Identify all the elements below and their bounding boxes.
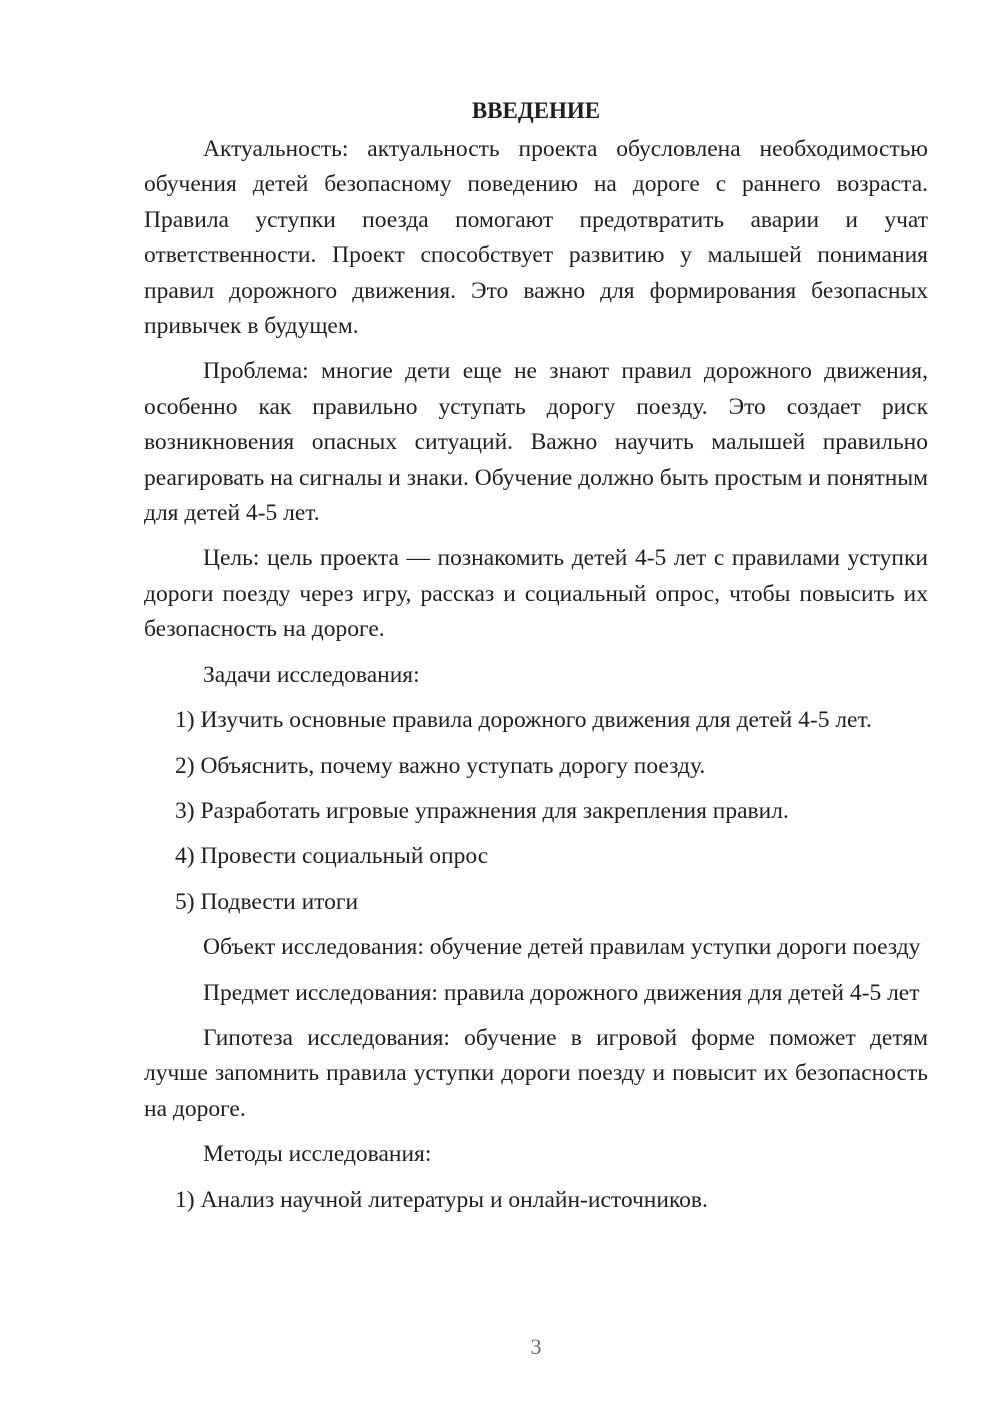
method-item: 1) Анализ научной литературы и онлайн-источников.	[175, 1186, 708, 1213]
object-paragraph: Объект исследования: обучение детей правилам уступки дороги поезду	[203, 934, 921, 961]
subject-paragraph: Предмет исследования: правила дорожного движения для детей 4-5 лет	[203, 979, 920, 1006]
tasks-list	[144, 703, 928, 920]
task-item: 4) Провести социальный опрос	[175, 843, 489, 870]
methods-list	[144, 1183, 928, 1218]
task-item: 2) Объяснить, почему важно уступать дорогу поезду.	[175, 752, 706, 779]
tasks-heading: Задачи исследования:	[203, 661, 420, 688]
methods-heading: Методы исследования:	[203, 1141, 432, 1168]
problem-paragraph: Проблема: многие дети еще не знают правил дорожного движения, особенно как правильно уступать дорогу поезду. Это создает риск возникновения опасных ситуаций. Важно научить малышей правильно реагировать на сигналы и знаки. Обучение должно быть простым и понятным для детей 4-5 лет.	[144, 358, 928, 527]
task-item: 1) Изучить основные правила дорожного движения для детей 4-5 лет.	[175, 707, 872, 734]
task-item: 5) Подвести итоги	[175, 888, 359, 915]
hypothesis-paragraph: Гипотеза исследования: обучение в игровой форме поможет детям лучше запомнить правила уступки дороги поезду и повысит их безопасность на дороге.	[144, 1024, 928, 1122]
relevance-paragraph: Актуальность: актуальность проекта обусловлена необходимостью обучения детей безопасному поведению на дороге с раннего возраста. Правила уступки поезда помогают предотвратить аварии и учат ответственности. Проект способствует развитию у малышей понимания правил дорожного движения. Это важно для формирования безопасных привычек в будущем.	[144, 136, 928, 340]
page-content	[144, 93, 928, 1228]
goal-paragraph: Цель: цель проекта — познакомить детей 4-5 лет с правилами уступки дороги поезду через игру, рассказ и социальный опрос, чтобы повысить их безопасность на дороге.	[144, 545, 928, 643]
task-item: 3) Разработать игровые упражнения для закрепления правил.	[175, 797, 789, 824]
section-title: ВВЕДЕНИЕ	[471, 98, 601, 123]
page-number: 3	[530, 1334, 542, 1359]
